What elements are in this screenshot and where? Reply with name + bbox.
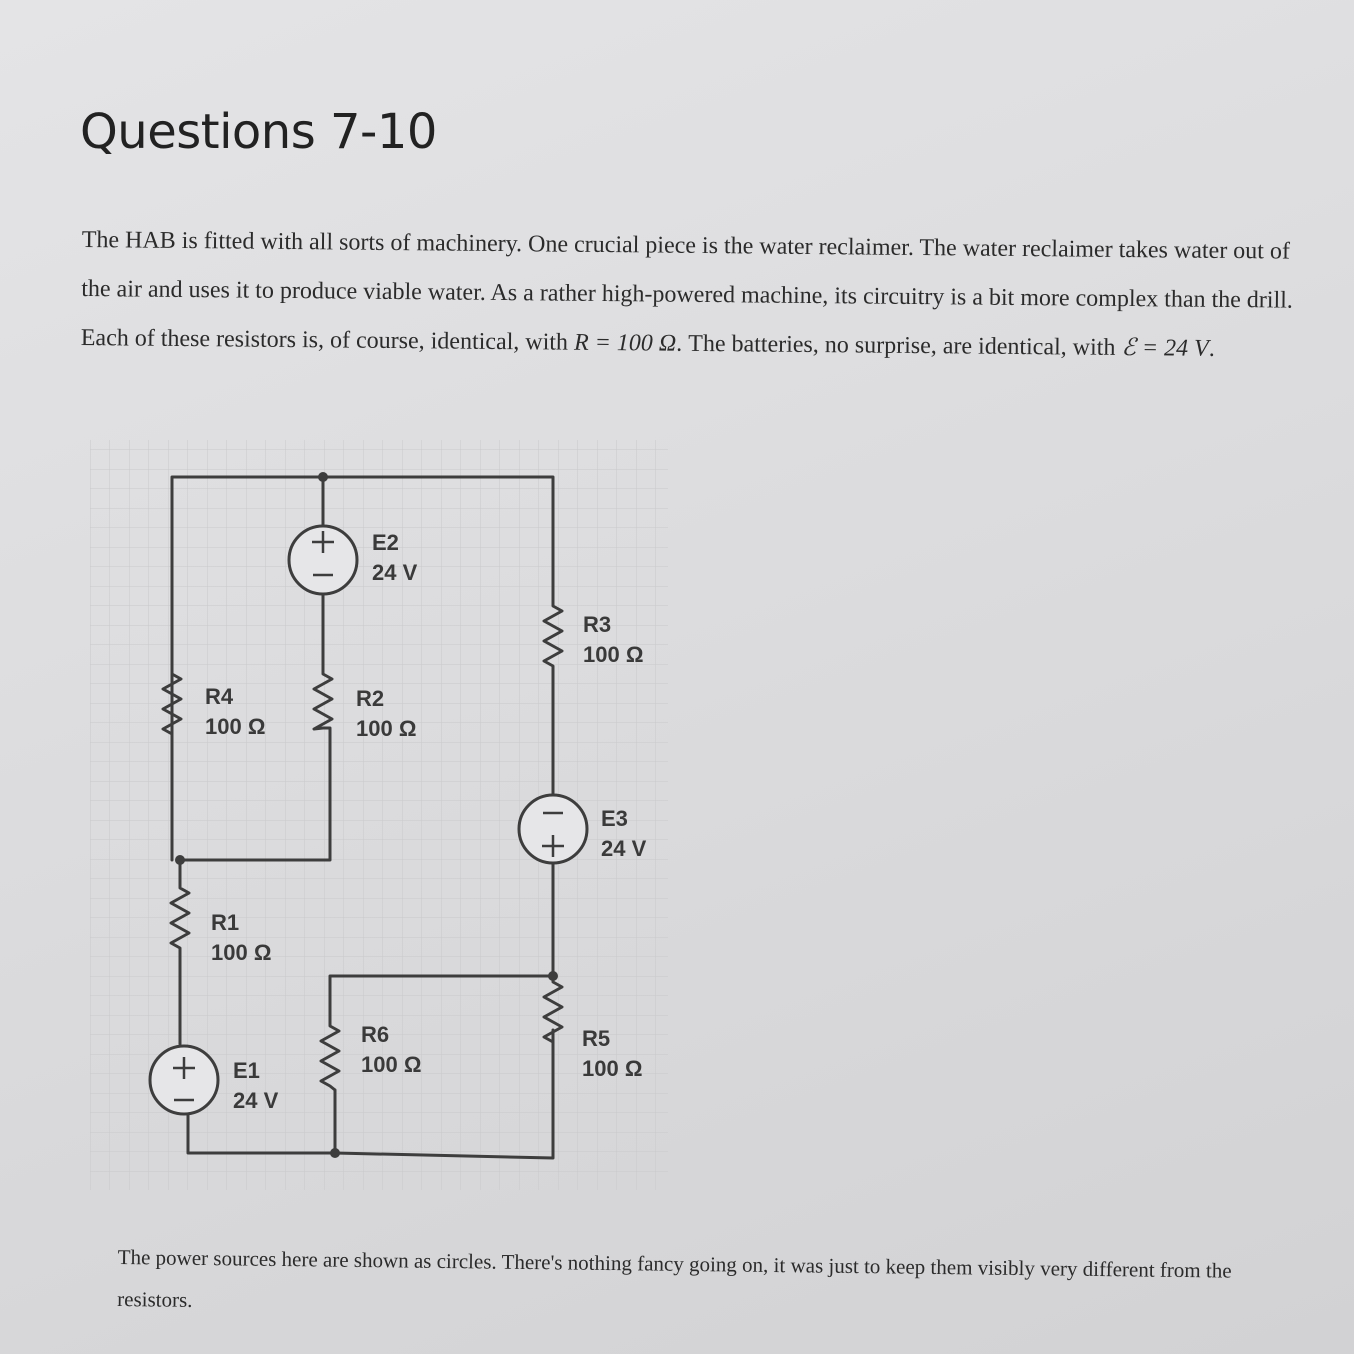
r1-name: R1	[211, 910, 240, 935]
intro-text-3: .	[1208, 335, 1215, 362]
e2-name: E2	[372, 530, 399, 555]
e1-value: 24 V	[233, 1088, 279, 1113]
e3-label	[601, 804, 646, 864]
e1-label	[233, 1056, 278, 1116]
r5-value: 100 Ω	[582, 1056, 643, 1081]
e2-value: 24 V	[372, 560, 418, 585]
note-text: The power sources here are shown as circles. There's nothing fancy going on, it was just to keep them visibly very different from the resistors.	[117, 1244, 1232, 1312]
problem-description	[81, 216, 1302, 375]
r3-label	[583, 610, 643, 670]
intro-text-2: . The batteries, no surprise, are identical, with	[676, 330, 1122, 361]
r5-name: R5	[582, 1026, 611, 1051]
r4-label	[205, 682, 265, 742]
r6-name: R6	[361, 1022, 390, 1047]
resistance-equation: R = 100 Ω	[573, 329, 677, 357]
junction-dot	[175, 855, 185, 865]
emf-equation: ℰ = 24 V	[1121, 334, 1209, 362]
e3-value: 24 V	[601, 836, 647, 861]
e1-battery-icon	[150, 1046, 218, 1114]
junction-dot	[548, 971, 558, 981]
r6-label	[361, 1020, 421, 1080]
r6-value: 100 Ω	[361, 1052, 422, 1077]
e3-battery-icon	[519, 795, 587, 863]
r1-value: 100 Ω	[211, 940, 272, 965]
page-title: Questions 7-10	[80, 104, 437, 160]
e2-battery-icon	[289, 526, 357, 594]
power-source-note	[117, 1236, 1258, 1334]
r1-label	[211, 908, 271, 968]
junction-dot	[330, 1148, 340, 1158]
e1-name: E1	[233, 1058, 260, 1083]
circuit-diagram	[90, 430, 670, 1190]
e2-label	[372, 528, 417, 588]
r2-label	[356, 684, 416, 744]
r3-value: 100 Ω	[583, 642, 644, 667]
r5-label	[582, 1024, 642, 1084]
r4-value: 100 Ω	[205, 714, 266, 739]
r2-value: 100 Ω	[356, 716, 417, 741]
r3-name: R3	[583, 612, 612, 637]
junction-dot	[318, 472, 328, 482]
r4-name: R4	[205, 684, 234, 709]
e3-name: E3	[601, 806, 628, 831]
r2-name: R2	[356, 686, 385, 711]
intro-text-1: The HAB is fitted with all sorts of machinery. One crucial piece is the water reclaimer. The water reclaimer takes water out of the air and uses it to produce viable water. As a rather high-powered machine, its circuitry is a bit more complex than the drill. Each of these resistors is, of course, identical, with	[80, 226, 1293, 356]
